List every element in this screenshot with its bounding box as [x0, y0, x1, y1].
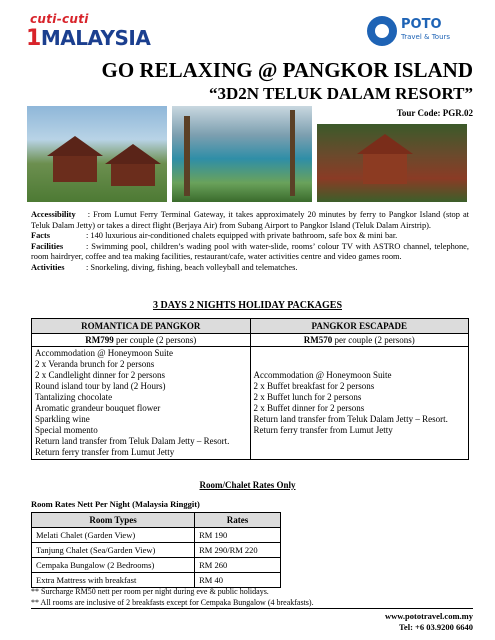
tour-code: Tour Code: PGR.02 [396, 108, 473, 118]
note-breakfast: ** All rooms are inclusive of 2 breakfasts except for Cempaka Bungalow (4 breakfasts). [31, 598, 314, 607]
room-rate: RM 40 [195, 573, 281, 588]
list-item: Return land transfer from Teluk Dalam Jetty – Resort. [253, 414, 448, 424]
rates-subheading: Room Rates Nett Per Night (Malaysia Ringgit) [31, 499, 200, 509]
list-item: Return ferry transfer from Lumut Jetty [35, 447, 175, 457]
list-item: Accommodation @ Honeymoon Suite [35, 348, 174, 358]
poto-travel-logo [367, 16, 477, 52]
list-item: 2 x Buffet lunch for 2 persons [253, 392, 362, 402]
package-items-1 [32, 347, 251, 460]
table-row [32, 543, 281, 558]
poto-name: POTO [401, 17, 442, 32]
facts-row: Facts : 140 luxurious air-conditioned chalets equipped with private bathroom, safe box & mini bar. [31, 231, 398, 241]
package-price-2: RM570 per couple (2 persons) [250, 334, 469, 347]
rates-table [31, 512, 281, 588]
website-link[interactable]: www.pototravel.com.my [384, 611, 473, 621]
list-item: Special momento [35, 425, 98, 435]
cuti-cuti-malaysia-logo [26, 12, 151, 56]
list-item: Tantalizing chocolate [35, 392, 113, 402]
room-type: Melati Chalet (Garden View) [32, 528, 195, 543]
accessibility-row: Accessibility : From Lumut Ferry Terminal Gateway, it takes approximately 20 minutes by ferry to Pangkor Island (stop at Teluk Dalam Jetty) or takes a direct flight (Berjaya Air) from Subang Airport to Pangkor Island (Teluk Dalam Airstrip). [31, 210, 469, 230]
resort-photo-bungalow [317, 124, 467, 202]
note-surcharge: ** Surcharge RM50 nett per room per night during eve & public holidays. [31, 587, 269, 596]
footer-divider [31, 608, 473, 609]
list-item: Round island tour by land (2 Hours) [35, 381, 166, 391]
package-price-1: RM799 per couple (2 persons) [32, 334, 251, 347]
package-name-1: ROMANTICA DE PANGKOR [32, 319, 251, 334]
footer [385, 611, 473, 633]
packages-table [31, 318, 469, 460]
list-item: Return land transfer from Teluk Dalam Jetty – Resort. [35, 436, 230, 446]
room-type: Cempaka Bungalow (2 Bedrooms) [32, 558, 195, 573]
room-type: Tanjung Chalet (Sea/Garden View) [32, 543, 195, 558]
room-rate: RM 190 [195, 528, 281, 543]
rates-heading: Room/Chalet Rates Only [199, 480, 296, 490]
rates-col-rates: Rates [195, 513, 281, 528]
list-item: Sparkling wine [35, 414, 90, 424]
list-item: 2 x Buffet breakfast for 2 persons [253, 381, 375, 391]
packages-heading: 3 DAYS 2 NIGHTS HOLIDAY PACKAGES [152, 300, 343, 311]
page-subtitle: “3D2N TELUK DALAM RESORT” [208, 84, 473, 103]
table-row [32, 558, 281, 573]
resort-photo-pool [172, 106, 312, 202]
list-item: 2 x Candlelight dinner for 2 persons [35, 370, 165, 380]
facilities-row: Facilities : Swimming pool, children’s wading pool with water-slide, rooms’ colour TV with ASTRO channel, telephone, room hairdryer, coffee and tea making facilities, restaurant/cafe, water activities centre and video games room. [31, 241, 469, 262]
list-item: Accommodation @ Honeymoon Suite [253, 370, 392, 380]
notes [31, 586, 314, 608]
list-item: 2 x Buffet dinner for 2 persons [253, 403, 365, 413]
list-item: Aromatic grandeur bouquet flower [35, 403, 161, 413]
phone-number: Tel: +6 03.9200 6640 [399, 622, 473, 632]
room-rate: RM 260 [195, 558, 281, 573]
logo-line2: 1MALAYSIA [26, 26, 151, 51]
room-type: Extra Mattress with breakfast [32, 573, 195, 588]
resort-info [31, 210, 469, 274]
table-row [32, 528, 281, 543]
poto-circle-icon [367, 16, 397, 46]
resort-photo-chalets [27, 106, 167, 202]
poto-tagline: Travel & Tours [401, 33, 451, 41]
page-title: GO RELAXING @ PANGKOR ISLAND [101, 58, 473, 82]
package-name-2: PANGKOR ESCAPADE [250, 319, 469, 334]
logo-line1: cuti-cuti [30, 12, 89, 26]
list-item: 2 x Veranda brunch for 2 persons [35, 359, 155, 369]
activities-row: Activities : Snorkeling, diving, fishing, beach volleyball and telematches. [31, 262, 298, 272]
list-item: Return ferry transfer from Lumut Jetty [253, 425, 393, 435]
package-items-2 [250, 347, 469, 460]
rates-col-type: Room Types [32, 513, 195, 528]
room-rate: RM 290/RM 220 [195, 543, 281, 558]
